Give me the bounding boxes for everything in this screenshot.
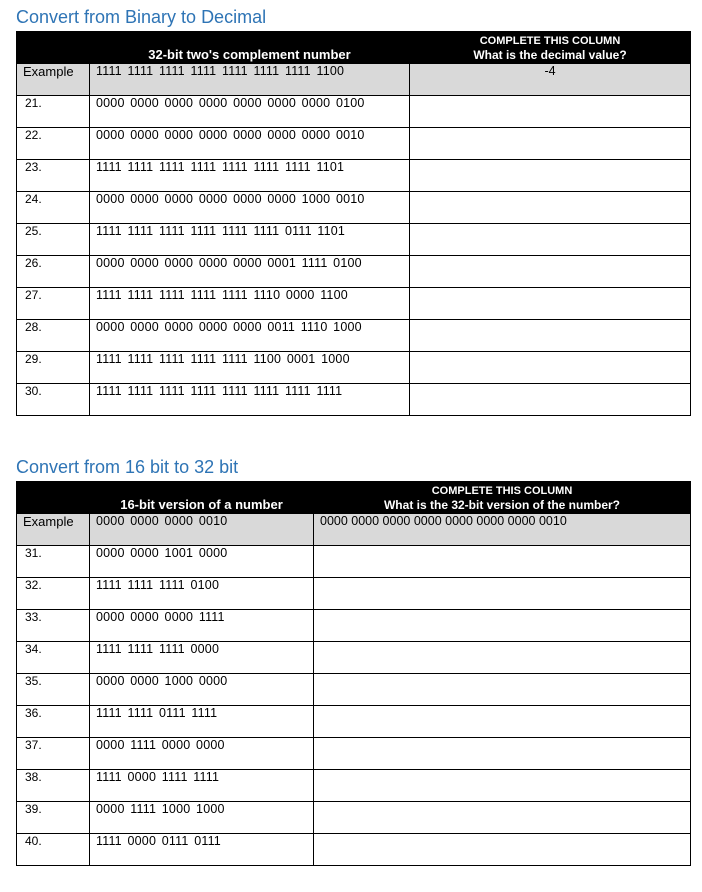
binary-value: 1111 1111 1111 1111 1111 1111 0111 1101	[90, 224, 410, 256]
question-number: 37.	[17, 738, 90, 770]
16bit-value: 1111 0000 1111 1111	[90, 770, 314, 802]
question-number: 38.	[17, 770, 90, 802]
16bit-value: 1111 1111 1111 0100	[90, 578, 314, 610]
table-row	[17, 192, 691, 224]
table-row	[17, 770, 691, 802]
answer-cell[interactable]	[410, 384, 691, 416]
table-row	[17, 96, 691, 128]
table-row	[17, 610, 691, 642]
question-number: 30.	[17, 384, 90, 416]
table-row	[17, 288, 691, 320]
example-16bit-value: 0000 0000 0000 0010	[90, 514, 314, 546]
table-row	[17, 834, 691, 866]
table1-header-blank	[17, 32, 90, 64]
table-row	[17, 578, 691, 610]
answer-cell[interactable]	[410, 288, 691, 320]
16bit-to-32bit-table	[16, 481, 691, 866]
table-row	[17, 224, 691, 256]
16bit-value: 0000 0000 1001 0000	[90, 546, 314, 578]
question-number: 40.	[17, 834, 90, 866]
question-number: 22.	[17, 128, 90, 160]
binary-value: 1111 1111 1111 1111 1111 1111 1111 1111	[90, 384, 410, 416]
answer-cell[interactable]	[410, 224, 691, 256]
table1-header-row	[17, 32, 691, 64]
question-number: 27.	[17, 288, 90, 320]
binary-value: 0000 0000 0000 0000 0000 0000 0000 0100	[90, 96, 410, 128]
table-row	[17, 160, 691, 192]
answer-cell[interactable]	[314, 834, 691, 866]
answer-cell[interactable]	[314, 738, 691, 770]
section1-title: Convert from Binary to Decimal	[16, 7, 267, 27]
binary-value: 0000 0000 0000 0000 0000 0000 1000 0010	[90, 192, 410, 224]
16bit-value: 0000 0000 1000 0000	[90, 674, 314, 706]
example-binary-value: 1111 1111 1111 1111 1111 1111 1111 1100	[90, 64, 410, 96]
table-row	[17, 128, 691, 160]
binary-value: 0000 0000 0000 0000 0000 0001 1111 0100	[90, 256, 410, 288]
answer-cell[interactable]	[314, 706, 691, 738]
answer-cell[interactable]	[410, 352, 691, 384]
answer-cell[interactable]	[314, 546, 691, 578]
question-number: 36.	[17, 706, 90, 738]
table2-example-row	[17, 514, 691, 546]
table-row	[17, 706, 691, 738]
table-row	[17, 642, 691, 674]
example-label: Example	[17, 64, 90, 96]
table1-header-col3: COMPLETE THIS COLUMN What is the decimal value?	[410, 32, 691, 64]
question-number: 32.	[17, 578, 90, 610]
answer-cell[interactable]	[314, 802, 691, 834]
table-row	[17, 738, 691, 770]
answer-cell[interactable]	[314, 610, 691, 642]
table2-header-row	[17, 482, 691, 514]
table2-header-col2: 16-bit version of a number	[90, 482, 314, 514]
table-row	[17, 546, 691, 578]
question-number: 34.	[17, 642, 90, 674]
table-row	[17, 802, 691, 834]
question-number: 26.	[17, 256, 90, 288]
table2-header-blank	[17, 482, 90, 514]
16bit-value: 1111 1111 1111 0000	[90, 642, 314, 674]
answer-cell[interactable]	[410, 128, 691, 160]
question-number: 25.	[17, 224, 90, 256]
section2-title: Convert from 16 bit to 32 bit	[16, 457, 239, 477]
answer-cell[interactable]	[410, 256, 691, 288]
answer-cell[interactable]	[314, 770, 691, 802]
question-number: 31.	[17, 546, 90, 578]
example-answer: -4	[410, 64, 691, 96]
binary-value: 1111 1111 1111 1111 1111 1111 1111 1101	[90, 160, 410, 192]
question-number: 28.	[17, 320, 90, 352]
question-number: 35.	[17, 674, 90, 706]
16bit-value: 0000 1111 0000 0000	[90, 738, 314, 770]
answer-cell[interactable]	[410, 96, 691, 128]
16bit-value: 0000 1111 1000 1000	[90, 802, 314, 834]
table1-example-row	[17, 64, 691, 96]
table-row	[17, 320, 691, 352]
table-row	[17, 256, 691, 288]
table-row	[17, 674, 691, 706]
example-32bit-answer: 0000 0000 0000 0000 0000 0000 0000 0010	[314, 514, 691, 546]
question-number: 29.	[17, 352, 90, 384]
answer-cell[interactable]	[410, 320, 691, 352]
example-label: Example	[17, 514, 90, 546]
question-number: 21.	[17, 96, 90, 128]
16bit-value: 1111 0000 0111 0111	[90, 834, 314, 866]
table2-header-col3: COMPLETE THIS COLUMN What is the 32-bit version of the number?	[314, 482, 691, 514]
16bit-value: 1111 1111 0111 1111	[90, 706, 314, 738]
binary-to-decimal-table	[16, 31, 691, 416]
binary-value: 1111 1111 1111 1111 1111 1110 0000 1100	[90, 288, 410, 320]
answer-cell[interactable]	[410, 160, 691, 192]
question-number: 24.	[17, 192, 90, 224]
table1-header-col2: 32-bit two's complement number	[90, 32, 410, 64]
question-number: 23.	[17, 160, 90, 192]
binary-value: 0000 0000 0000 0000 0000 0000 0000 0010	[90, 128, 410, 160]
question-number: 39.	[17, 802, 90, 834]
answer-cell[interactable]	[314, 674, 691, 706]
table-row	[17, 352, 691, 384]
answer-cell[interactable]	[314, 642, 691, 674]
answer-cell[interactable]	[314, 578, 691, 610]
16bit-value: 0000 0000 0000 1111	[90, 610, 314, 642]
answer-cell[interactable]	[410, 192, 691, 224]
binary-value: 1111 1111 1111 1111 1111 1100 0001 1000	[90, 352, 410, 384]
binary-value: 0000 0000 0000 0000 0000 0011 1110 1000	[90, 320, 410, 352]
question-number: 33.	[17, 610, 90, 642]
table-row	[17, 384, 691, 416]
